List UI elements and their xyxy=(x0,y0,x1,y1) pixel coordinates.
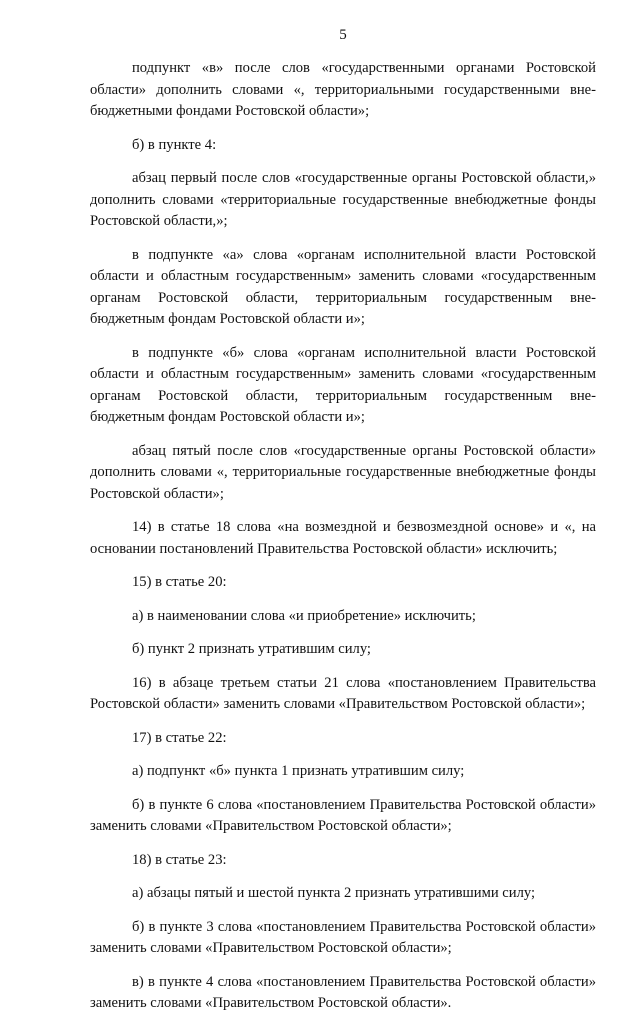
paragraph: а) абзацы пятый и шестой пункта 2 признать утратившими силу; xyxy=(132,885,536,901)
paragraph: 15) в статье 20: xyxy=(132,574,227,590)
document-body xyxy=(90,58,596,1015)
paragraph: в) в пункте 4 слова «постановлением Правительства Ростовской области» заменить словами «Правительством Ростовской области». xyxy=(90,973,596,1011)
paragraph: б) пункт 2 признать утратившим силу; xyxy=(132,641,371,657)
paragraph: подпункт «в» после слов «государственными органами Ростовской области» дополнить словами «, территориальными государственными внебюджетными фондами Ростовской области»; xyxy=(90,60,596,119)
paragraph: абзац пятый после слов «государственные органы Ростовской области» дополнить словами «, территориальные государственные внебюджетные фонды Ростовской области»; xyxy=(90,442,596,502)
paragraph: б) в пункте 3 слова «постановлением Правительства Ростовской области» заменить словами «Правительством Ростовской области»; xyxy=(90,918,596,956)
paragraph: в подпункте «б» слова «органам исполнительной власти Ростовской области и областным государственным» заменить словами «государственным органам Ростовской области, территориальным государственным внебюджетным фондам Ростовской области и»; xyxy=(90,344,596,425)
paragraph: а) подпункт «б» пункта 1 признать утратившим силу; xyxy=(132,763,465,779)
paragraph: в подпункте «а» слова «органам исполнительной власти Ростовской области и областным государственным» заменить словами «государственным органам Ростовской области, территориальным государственным внебюджетным фондам Ростовской области и»; xyxy=(90,246,596,327)
paragraph: б) в пункте 6 слова «постановлением Правительства Ростовской области» заменить словами «Правительством Ростовской области»; xyxy=(90,796,596,834)
paragraph: 16) в абзаце третьем статьи 21 слова «постановлением Правительства Ростовской области» заменить словами «Правительством Ростовской области»; xyxy=(90,674,596,712)
paragraph: 14) в статье 18 слова «на возмездной и безвозмездной основе» и «, на основании постановлений Правительства Ростовской области» исключить; xyxy=(90,519,596,557)
paragraph: б) в пункте 4: xyxy=(132,136,217,153)
paragraph: а) в наименовании слова «и приобретение» исключить; xyxy=(132,607,476,624)
paragraph: 17) в статье 22: xyxy=(132,729,227,746)
paragraph: 18) в статье 23: xyxy=(132,851,227,868)
page-number: 5 xyxy=(339,27,347,43)
paragraph: абзац первый после слов «государственные органы Ростовской области,» дополнить словами «территориальные государственные внебюджетные фонды Ростовской области,»; xyxy=(90,170,596,229)
